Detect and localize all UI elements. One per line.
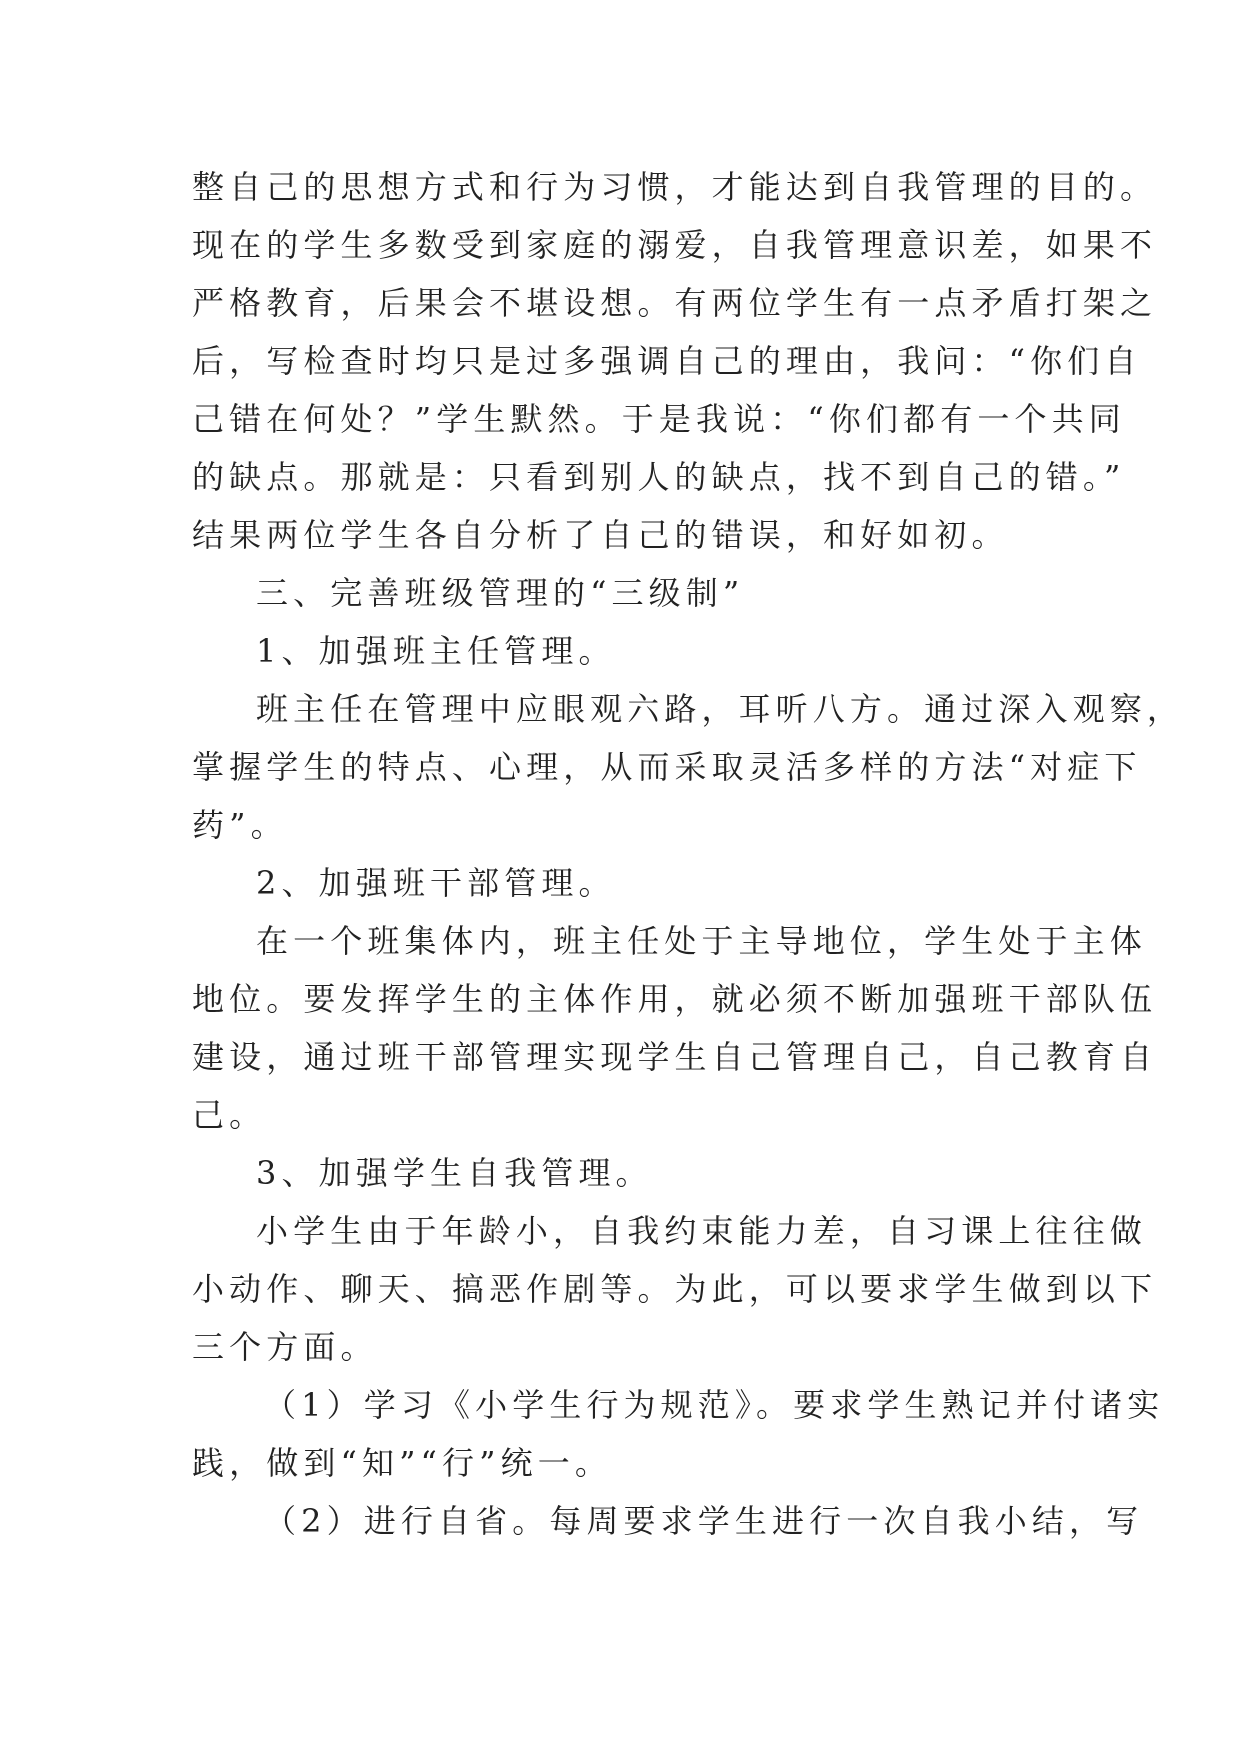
document-body bbox=[192, 158, 1185, 1550]
text-line: 的缺点。那就是：只看到别人的缺点，找不到自己的错。” bbox=[192, 458, 1126, 496]
subsection-heading: 3、加强学生自我管理。 bbox=[256, 1154, 653, 1192]
subsection-heading: 1、加强班主任管理。 bbox=[256, 632, 616, 670]
text-line: 三个方面。 bbox=[192, 1328, 378, 1366]
text-line: 严格教育，后果会不堪设想。有两位学生有一点矛盾打架之 bbox=[192, 284, 1158, 322]
text-line: 地位。要发挥学生的主体作用，就必须不断加强班干部队伍 bbox=[192, 980, 1158, 1018]
text-line: 整自己的思想方式和行为习惯，才能达到自我管理的目的。 bbox=[192, 168, 1158, 206]
text-line: 后，写检查时均只是过多强调自己的理由，我问：“你们自 bbox=[192, 342, 1142, 380]
text-line: 建设，通过班干部管理实现学生自己管理自己，自己教育自 bbox=[192, 1038, 1158, 1076]
text-line: 掌握学生的特点、心理，从而采取灵活多样的方法“对症下 bbox=[192, 748, 1142, 786]
text-line: 药”。 bbox=[192, 806, 288, 844]
subsection-heading: 2、加强班干部管理。 bbox=[256, 864, 616, 902]
paragraph-first-line: 在一个班集体内，班主任处于主导地位，学生处于主体 bbox=[256, 922, 1147, 960]
text-line: 践，做到“知”“行”统一。 bbox=[192, 1444, 612, 1482]
text-line: 小动作、聊天、搞恶作剧等。为此，可以要求学生做到以下 bbox=[192, 1270, 1158, 1308]
list-item-first-line: （2）进行自省。每周要求学生进行一次自我小结，写 bbox=[264, 1502, 1144, 1540]
list-item-first-line: （1）学习《小学生行为规范》。要求学生熟记并付诸实 bbox=[264, 1386, 1165, 1424]
paragraph-first-line: 小学生由于年龄小，自我约束能力差，自习课上往往做 bbox=[256, 1212, 1147, 1250]
text-line: 现在的学生多数受到家庭的溺爱，自我管理意识差，如果不 bbox=[192, 226, 1158, 264]
paragraph-first-line: 班主任在管理中应眼观六路，耳听八方。通过深入观察， bbox=[256, 690, 1185, 728]
text-line: 结果两位学生各自分析了自己的错误，和好如初。 bbox=[192, 516, 1009, 554]
text-line: 己。 bbox=[192, 1096, 267, 1134]
text-line: 己错在何处？”学生默然。于是我说：“你们都有一个共同 bbox=[192, 400, 1126, 438]
section-heading: 三、完善班级管理的“三级制” bbox=[256, 574, 745, 612]
